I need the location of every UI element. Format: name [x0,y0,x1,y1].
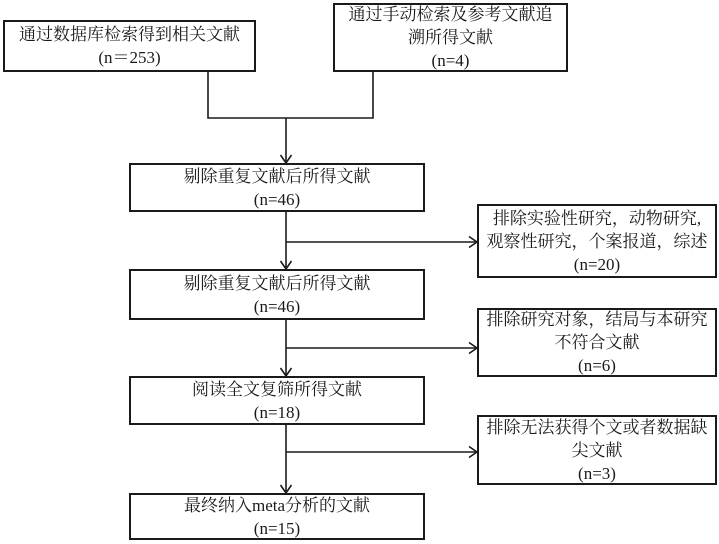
node-database-search [3,20,256,72]
node-count: (n=18) [253,402,301,422]
node-manual-search [333,3,568,72]
node-exclusion-unavailable [477,415,717,485]
node-count: (n=4) [431,51,470,70]
node-exclusion-mismatch [477,308,717,377]
node-text-line: 排除无法获得个文或者数据缺 [486,417,708,437]
node-count: (n=46) [253,189,301,209]
node-text-line: 尖文献 [571,440,623,460]
node-text-line: 最终纳入meta分析的文献 [183,495,371,515]
node-text-line: 溯所得文献 [408,28,493,47]
node-count: (n=15) [253,518,301,538]
node-text-line: 通过手动检索及参考文献追 [348,5,553,24]
node-after-dedup-1 [129,163,425,212]
node-count: (n＝253) [98,48,161,67]
edge-merge-bracket [208,72,373,118]
node-text-line: 观察性研究，个案报道，综述 [486,231,708,251]
node-text-line: 不符合文献 [554,333,640,352]
node-text-line: 通过数据库检索得到相关文献 [19,25,240,44]
node-text-line: 排除实验性研究，动物研究, [492,208,702,228]
node-count: (n=20) [573,254,621,274]
node-count: (n=3) [578,463,616,483]
node-text-line: 阅读全文复筛所得文献 [192,379,362,399]
node-exclusion-study-type [477,204,717,278]
node-count: (n=46) [253,296,301,316]
node-final-included [129,493,425,540]
node-text-line: 剔除重复文献后所得文献 [183,273,371,293]
node-text-line: 排除研究对象，结局与本研究 [486,310,708,329]
node-count: (n=6) [578,356,616,375]
node-fulltext-screen [129,376,425,425]
node-after-dedup-2 [129,269,425,320]
node-text-line: 剔除重复文献后所得文献 [183,166,371,186]
